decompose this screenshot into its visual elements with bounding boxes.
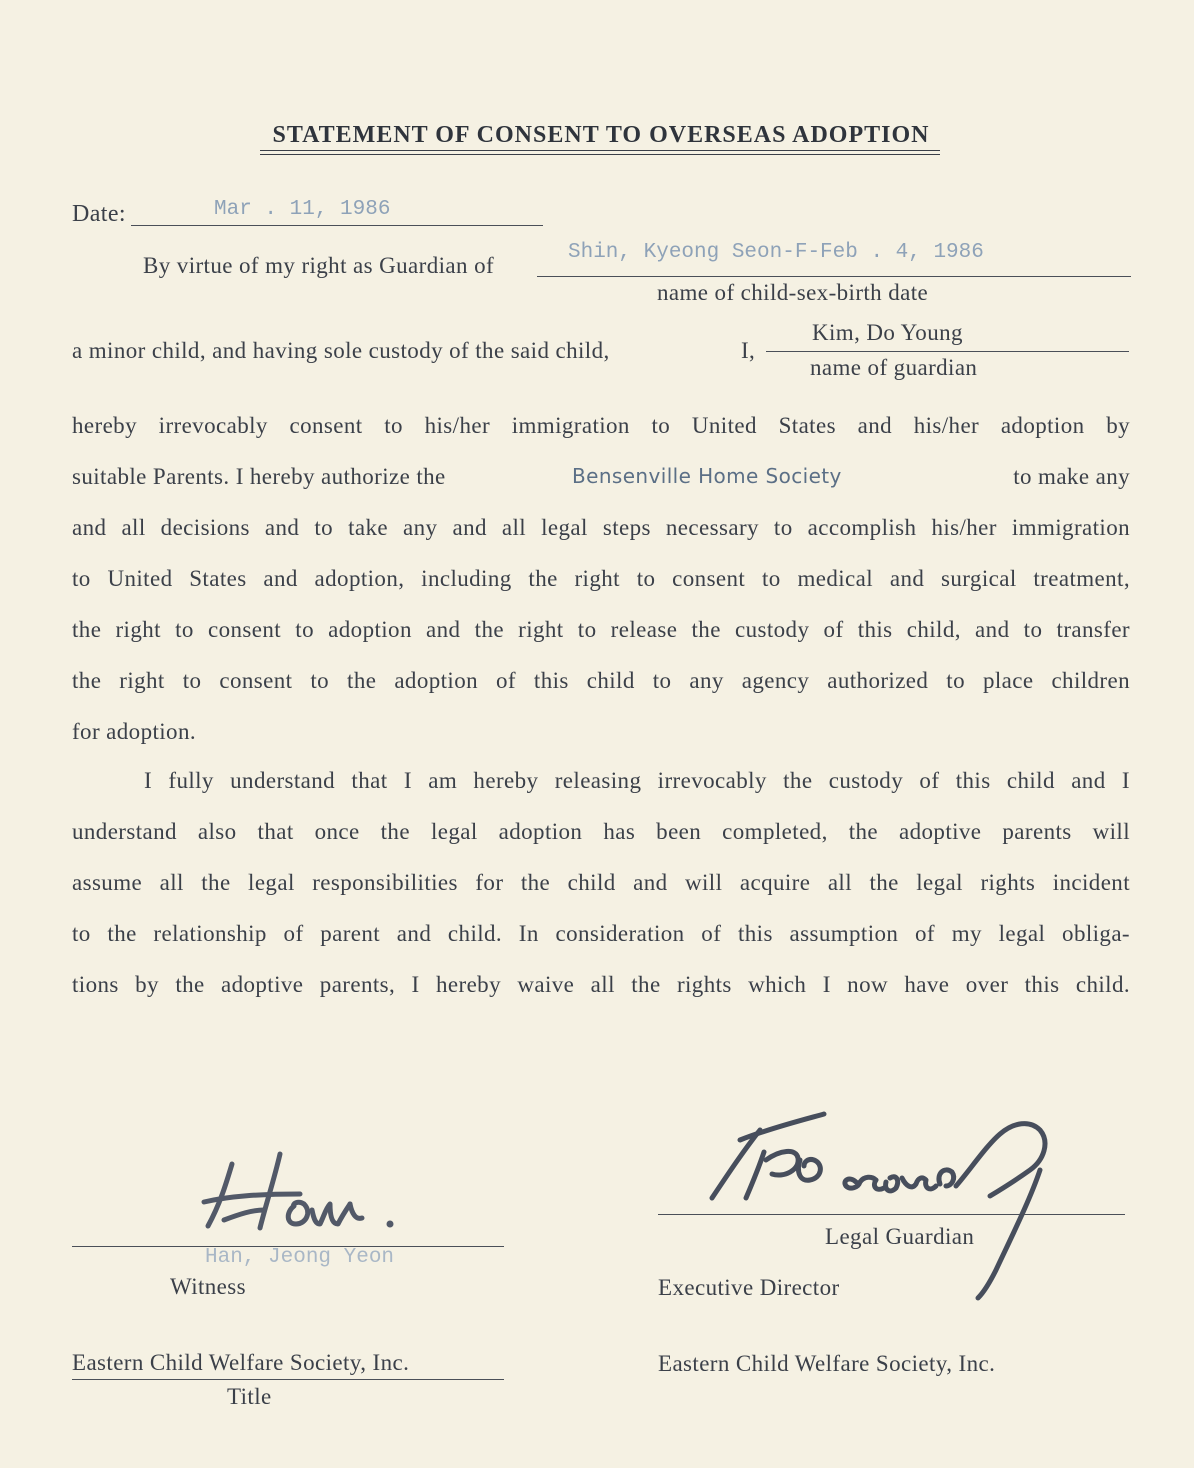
title-label: Title [227,1384,272,1409]
date-value: Mar . 11, 1986 [214,198,391,221]
witness-org: Eastern Child Welfare Society, Inc. [72,1350,410,1375]
paragraph-line: and all decisions and to take any and all legal steps necessary to accomplish his/her immigration [72,515,1130,540]
paragraph-line: to the relationship of parent and child. In consideration of this assumption of my legal obliga- [72,921,1130,946]
authorize-text: suitable Parents. I hereby authorize the [72,464,446,489]
witness-name-value: Han, Jeong Yeon [205,1246,395,1269]
paragraph-line: I fully understand that I am hereby releasing irrevocably the custody of this child and I [144,768,1130,793]
witness-label: Witness [170,1274,246,1299]
agency-value: Bensenville Home Society [572,464,842,488]
date-label: Date: [72,201,126,227]
consent-paragraph [72,400,1130,757]
title-field-line [72,1379,504,1380]
child-value: Shin, Kyeong Seon-F-Feb . 4, 1986 [568,241,984,264]
executive-director-label: Executive Director [658,1275,840,1300]
document-title: STATEMENT OF CONSENT TO OVERSEAS ADOPTION [272,122,930,148]
guardian-name-value: Kim, Do Young [812,320,963,345]
paragraph-line: tions by the adoptive parents, I hereby waive all the rights which I now have over this child. [72,972,1130,997]
paragraph-line: the right to consent to adoption and the right to release the custody of this child, and to transfer [72,617,1130,642]
minor-child-text: a minor child, and having sole custody of the said child, [72,338,610,363]
child-caption: name of child-sex-birth date [657,280,929,305]
guardian-signature-line [658,1214,1125,1215]
paragraph-line: hereby irrevocably consent to his/her immigration to United States and his/her adoption by [72,413,1130,438]
paragraph-line: to United States and adoption, including the right to consent to medical and surgical treatment, [72,566,1130,591]
authorize-line [72,451,1130,502]
title-underline-second [260,154,940,155]
paragraph-line: understand also that once the legal adoption has been completed, the adoptive parents will [72,819,1130,844]
paragraph-line: the right to consent to the adoption of this child to any agency authorized to place children [72,668,1130,693]
guardian-caption: name of guardian [810,355,978,380]
title-underline [260,150,940,151]
legal-guardian-label: Legal Guardian [825,1224,975,1249]
child-line [537,276,1131,277]
release-paragraph [72,755,1130,1010]
paragraph-line: assume all the legal responsibilities for the child and will acquire all the legal rights incident [72,870,1130,895]
guardian-of-label: By virtue of my right as Guardian of [143,253,495,278]
paragraph-line: for adoption. [72,719,197,744]
authorize-end-text: to make any [1013,464,1130,489]
guardian-name-line [766,351,1129,352]
witness-signature [190,1140,420,1240]
date-line [131,225,543,226]
guardian-org: Eastern Child Welfare Society, Inc. [658,1351,996,1376]
i-label: I, [741,338,756,363]
